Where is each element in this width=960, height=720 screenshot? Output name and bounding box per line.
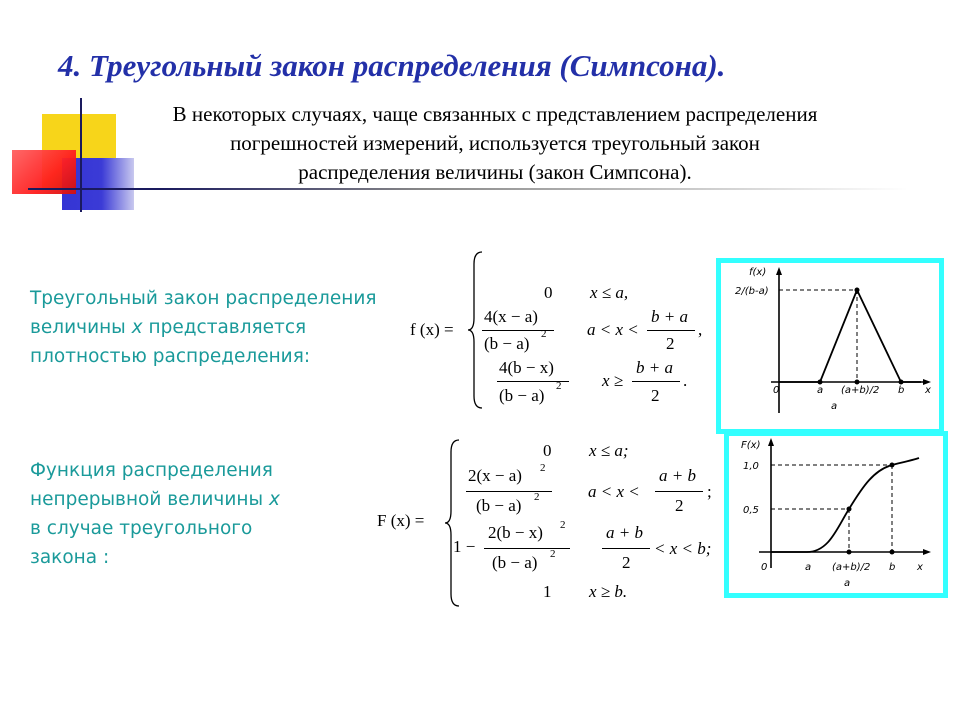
cdf-case3-num: 2(b − x) xyxy=(488,523,543,542)
density-case2-den: (b − a) xyxy=(484,334,530,353)
density-case3-tail: . xyxy=(683,371,688,390)
cdf-case3-den-exp: 2 xyxy=(550,548,556,560)
cdf-case1-value: 0 xyxy=(543,441,552,460)
density-case3-exp: 2 xyxy=(556,380,562,392)
cdf-case3-cond: < x < b; xyxy=(654,539,712,558)
density-case2-cond: a < x < xyxy=(587,320,639,339)
cdf-case2-den-exp: 2 xyxy=(534,491,540,503)
density-case2-frac-den: 2 xyxy=(666,334,675,353)
density-tick-b: b xyxy=(898,385,905,396)
density-case3-cond: x ≥ xyxy=(602,371,624,390)
cdf-case2-frac-bar xyxy=(655,491,703,492)
density-case2-frac-num: b + a xyxy=(651,307,688,326)
cdf-case2-tail: ; xyxy=(707,482,712,501)
density-origin-label: 0 xyxy=(773,385,780,396)
cdf-case3-num-exp: 2 xyxy=(560,519,566,531)
density-point-peak xyxy=(855,288,860,293)
density-case3-frac-num: b + a xyxy=(636,358,673,377)
density-graph xyxy=(721,263,939,429)
cdf-x-label: x xyxy=(917,562,923,573)
cdf-lhs: F (x) = xyxy=(377,511,425,530)
cdf-curve xyxy=(771,458,919,552)
cdf-description xyxy=(30,456,280,572)
cdf-desc-line-1: Функция распределения xyxy=(30,460,273,481)
intro-line-3: распределения величины (закон Симпсона). xyxy=(298,160,692,184)
cdf-tick-b: b xyxy=(889,562,896,573)
density-tick-a: a xyxy=(817,385,824,396)
density-below-label: a xyxy=(831,401,838,412)
cdf-one-label: 1,0 xyxy=(743,461,759,472)
density-case1-value: 0 xyxy=(544,283,553,302)
cdf-case4-value: 1 xyxy=(543,582,552,601)
density-graph-frame xyxy=(716,258,944,434)
cdf-y-arrow xyxy=(768,438,774,446)
density-desc-line-2: величины x представляется xyxy=(30,317,307,338)
cdf-desc-line-3: в случае треугольного xyxy=(30,518,253,539)
intro-line-1: В некоторых случаях, чаще связанных с представлением распределения xyxy=(172,102,818,126)
cdf-case2-num-exp: 2 xyxy=(540,462,546,474)
density-description xyxy=(30,284,377,371)
density-tick-mid: (a+b)/2 xyxy=(841,385,880,396)
density-peak-label: 2/(b-a) xyxy=(735,286,769,297)
density-case2-num: 4(x − a) xyxy=(484,307,538,326)
cdf-point-mid xyxy=(847,550,852,555)
density-desc-line-1: Треугольный закон распределения xyxy=(30,288,377,309)
cdf-point-one xyxy=(890,463,895,468)
cdf-case2-frac-num: a + b xyxy=(659,466,696,485)
cdf-case4-cond: x ≥ b. xyxy=(589,582,628,601)
cdf-case3-prefix: 1 − xyxy=(453,537,476,556)
cdf-y-label: F(x) xyxy=(741,440,761,451)
density-case2-tail: , xyxy=(698,320,703,339)
cdf-desc-line-2: непрерывной величины x xyxy=(30,489,280,510)
cdf-point-b xyxy=(890,550,895,555)
cdf-case3-frac-bar xyxy=(602,548,650,549)
cdf-brace xyxy=(443,438,463,608)
cdf-case2-den: (b − a) xyxy=(476,496,522,515)
cdf-origin-label: 0 xyxy=(761,562,768,573)
cdf-point-half xyxy=(847,507,852,512)
density-point-b xyxy=(899,380,904,385)
cdf-tick-mid: (a+b)/2 xyxy=(832,562,871,573)
density-point-a xyxy=(818,380,823,385)
density-curve xyxy=(779,290,921,382)
density-desc-line-3: плотностью распределения: xyxy=(30,346,311,367)
cdf-variable: x xyxy=(268,489,280,510)
density-case2-frac-bar xyxy=(647,330,695,331)
cdf-graph-frame xyxy=(724,431,948,598)
cdf-case2-cond: a < x < xyxy=(588,482,640,501)
cdf-x-arrow xyxy=(923,549,931,555)
deco-horizontal-line xyxy=(28,188,908,190)
cdf-graph xyxy=(729,436,943,593)
cdf-tick-a: a xyxy=(805,562,812,573)
cdf-case2-frac-den: 2 xyxy=(675,496,684,515)
cdf-case2-num: 2(x − a) xyxy=(468,466,522,485)
density-case3-num: 4(b − x) xyxy=(499,358,554,377)
density-point-mid xyxy=(855,380,860,385)
density-variable: x xyxy=(131,317,143,338)
density-case3-frac-bar xyxy=(632,381,680,382)
density-case3-den: (b − a) xyxy=(499,386,545,405)
density-case1-cond: x ≤ a, xyxy=(590,283,629,302)
cdf-case3-bar xyxy=(484,548,570,549)
cdf-case3-frac-num: a + b xyxy=(606,523,643,542)
cdf-case3-frac-den: 2 xyxy=(622,553,631,572)
cdf-below-label: a xyxy=(844,578,851,589)
intro-line-2: погрешностей измерений, используется треугольный закон xyxy=(230,131,760,155)
cdf-half-label: 0,5 xyxy=(743,505,759,516)
cdf-desc-line-4: закона : xyxy=(30,547,110,568)
intro-paragraph xyxy=(70,100,920,187)
density-lhs: f (x) = xyxy=(410,320,454,339)
density-y-arrow xyxy=(776,267,782,275)
page-title: 4. Треугольный закон распределения (Симпсона). xyxy=(58,48,726,83)
density-y-label: f(x) xyxy=(749,267,767,278)
cdf-case3-den: (b − a) xyxy=(492,553,538,572)
cdf-case1-cond: x ≤ a; xyxy=(589,441,629,460)
density-x-label: x xyxy=(925,385,931,396)
density-case2-exp: 2 xyxy=(541,328,547,340)
density-case3-frac-den: 2 xyxy=(651,386,660,405)
